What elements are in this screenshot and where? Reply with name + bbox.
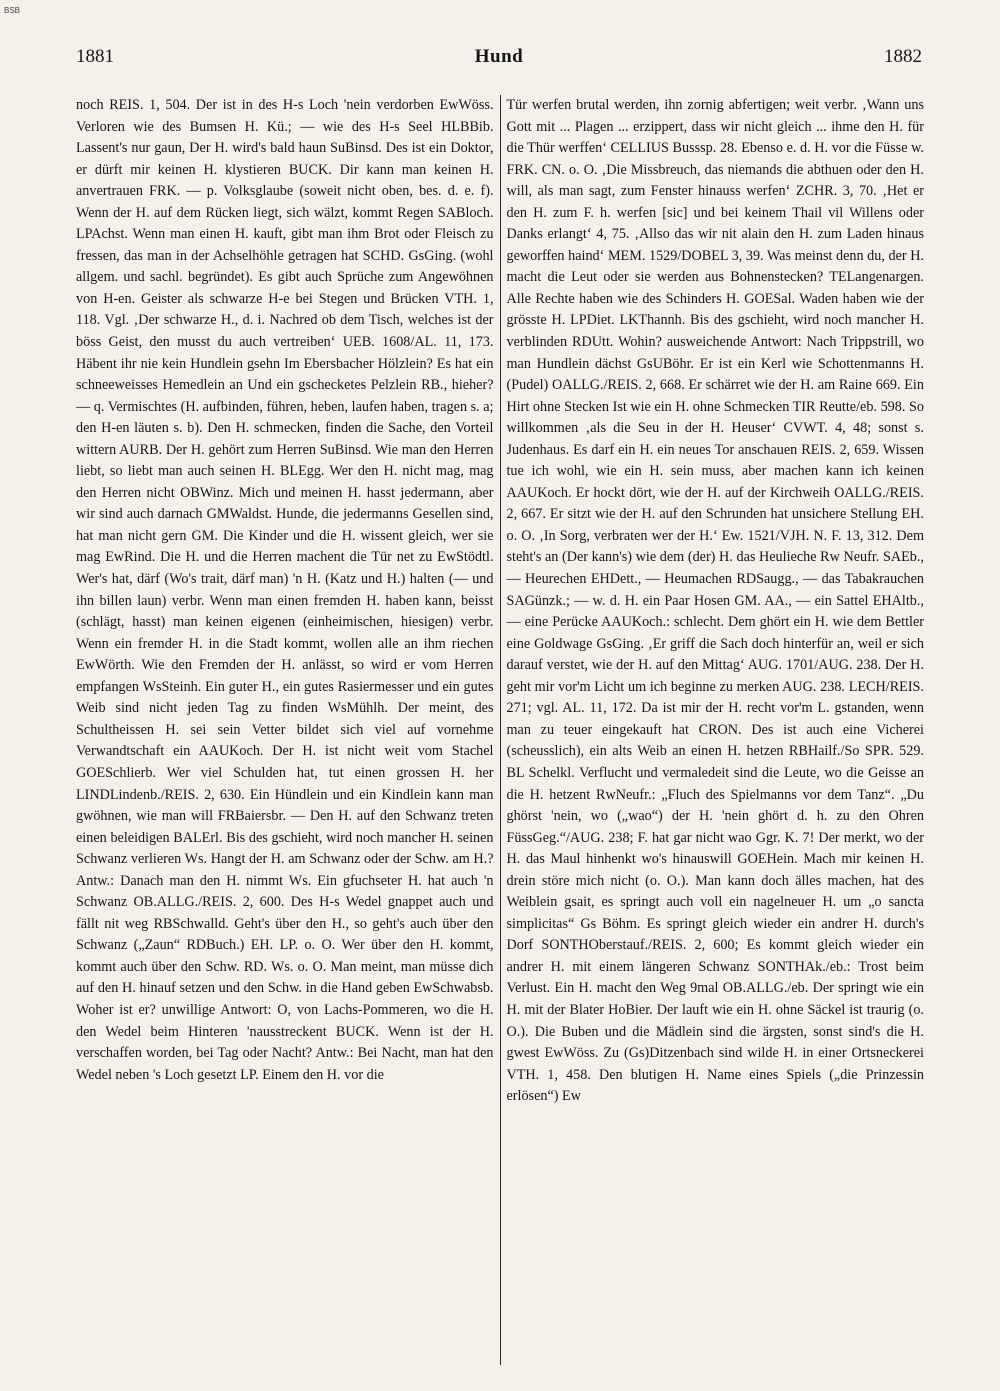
column-right-text: Tür werfen brutal werden, ihn zornig abfertigen; weit verbr. ‚Wann uns Gott mit ... Plagen ... erzippert, dass wir nicht gleich ... ihme den H. für die Thür werffen‘ CELLIUS Busssp. 28. Ebenso e. d. H. vor die Füsse w. FRK. CN. o. O. ‚Die Missbreuch, das niemands die abthuen oder den H. will, als man sagt, zum Fenster hinauss werfen‘ ZCHR. 3, 70. ‚Het er den H. zum F. h. werfen [sic] und bei keinem Thail vil Willens oder Danks erlangt‘ 4, 75. ‚Allso das wir nit alain den H. zum Laden hinaus geworffen haind‘ MEM. 1529/DOBEL 3, 39. Was meinst denn du, der H. macht die Leut oder sie werden aus Bohnenstecken? TELangenargen. Alle Rechte haben wie des Schinders H. GOESal. Waden haben wie der grösste H. LPDiet. LKThannh. Bis des gschieht, wird noch mancher H. verblinden RDUtt. Wohin? ausweichende Antwort: Nach Trippstrill, wo man Hundlein dächst GsUBöhr. Er ist ein Kerl wie Schottenmanns H. (Pudel) OALLG./REIS. 2, 668. Er schärret wie der H. am Raine 669. Ein Hirt ohne Stecken Ist wie ein H. ohne Schmecken TIR Reutte/eb. 598. So willkommen ‚als die Seu in der H. Heuser‘ CVWT. 4, 48; sonst s. Judenhaus. Es darf ein H. ein neues Tor anschauen REIS. 2, 659. Wissen tue ich wohl, wie ein H. sein muss, aber machen kann ich keinen AAUKoch. Er hockt dört, wie der H. auf der Kirchweih OALLG./REIS. 2, 667. Er sitzt wie der H. auf den Schrunden hat unsichere Stellung EH. o. O. ‚In Sorg, verbraten wer der H.‘ Ew. 1521/VJH. N. F. 13, 312. Dem steht's an (Der kann's) wie dem (der) H. das Heulieche Rw Neufr. SAEb., — Heurechen EHDett., — Heumachen RDSaugg., — das Tabakrauchen SAGünzk.; — w. d. H. ein Paar Hosen GM. AA., — ein Sattel EHAltb., — eine Perücke AAUKoch.: schlecht. Dem ghört ein H. wie dem Bettler eine Goldwage GsGing. ‚Er griff die Sach doch hinterfür an, weil er sich darauf verstet, wie der H. auf den Mittag‘ AUG. 1701/AUG. 238. Der H. geht mir vor'm Licht um ich beginne zu merken AUG. 238. LECH/REIS. 271; vgl. AL. 11, 172. Da ist mir der H. recht vor'm L. gstanden, wenn man zu teuer eingekauft hat CRON. Des ist auch eine Vicherei (scheusslich), ein alts Weib an einen H. hetzen RBHailf./So SPR. 529. BL Schelkl. Verflucht und vermaledeit sind die Leute, wo die Geisse an die H. hetzent RwNeufr.: „Fluch des Spielmanns vor dem Tanz“. „Du ghörst 'nein, wo („wao“) der H. 'nein ghört d. h. zu den Ohren FüssGeg.“/AUG. 238; F. hat gar nicht wao Ggr. K. 7! Der merkt, wo der H. das Maul hinhenkt wo's hinauswill GOEHein. Mach mir keinen H. drein störe mich nicht (o. O.). Man kann doch älles machen, hat des Weiblein gsait, es springt auch voll ein nagelneuer H. um „o sancta simplicitas“ Gs Böhm. Es springt gleich wieder ein andrer H. durch's Dorf SONTHOberstauf./REIS. 2, 600; Es kommt gleich wieder ein andrer H. mit einem längeren Schwanz SONTHAk./eb.: Trost beim Verlust. Ein H. macht den Weg 9mal OB.ALLG./eb. Der springt wie ein H. mit der Blater HoBier. Der lauft wie ein H. ohne Säckel ist traurig (o. O.). Die Buben und die Mädlein sind die ärgsten, sonst sind's die H. gwest EwWöss. Zu (Gs)Ditzenbach sind wilde H. in einer Ortsneckerei VTH. 1, 458. Den blutigen H. Name eines Spiels („die Prinzessin erlösen“) Ew — [506, 97, 924, 1105]
text-columns — [76, 95, 924, 1365]
library-stamp: BSB — [4, 6, 21, 15]
page-number-left: 1881 — [76, 46, 114, 67]
column-right — [500, 95, 924, 1365]
column-left-text: noch REIS. 1, 504. Der ist in des H-s Loch 'nein verdorben EwWöss. Verloren wie des Bumsen H. Kü.; — wie des H-s Seel HLBBib. Lassent's nur gaun, Der H. wird's bald haun SuBinsd. Des ist ein Doktor, er dürft mir keinen H. klystieren BUCK. Dir kann man keinen H. anvertrauen FRK. — p. Volksglaube (soweit nicht oben, bes. d. e. f). Wenn der H. auf dem Rücken liegt, sich wälzt, kommt Regen SABloch. LPAchst. Wenn man einen H. kauft, gibt man ihm Brot oder Fleisch zu fressen, das man in der Achselhöhle getragen hat SCHD. GsGing. (wohl allgem. und sachl. begründet). Es gibt auch Sprüche zum Angewöhnen von H-en. Geister als schwarze H-e bei Stegen und Brücken VTH. 1, 118. Vgl. ‚Der schwarze H., d. i. Nachred ob dem Tisch, welches ist der böss Geist, den musst du auch vertreiben‘ UEB. 1608/AL. 11, 173. Häbent ihr nie kein Hundlein gsehn Im Ebersbacher Hölzlein? Es hat ein schneeweisses Hemedlein an Und ein gschecketes Pelzlein RB., hieher? — q. Vermischtes (H. aufbinden, führen, heben, laufen haben, tragen s. a; den H-en läuten s. b). Den H. schmecken, finden die Sache, den Vorteil wittern AURB. Der H. gehört zum Herren SuBinsd. Wie man den Herren liebt, so liebt man auch seinen H. BLEgg. Wer den H. nicht mag, mag den Herren nicht OBWinz. Mich und meinen H. hasst jedermann, aber wir sind auch darnach GMWaldst. Hunde, die jedermanns Gesellen sind, hat man nicht gern GM. Die Kinder und die H. wissent gleich, wer sie mag EwRind. Die H. und die Herren machent die Tür net zu EwStödtl. Wer's hat, därf (Wo's trait, därf man) 'n H. (Katz und H.) halten (— und ihn billen laun) verbr. Wenn man einen fremden H. haben kann, beisst (schlägt, hasst) man keinen eigenen (einheimischen, hiesigen) verbr. Wenn ein fremder H. in die Stadt kommt, wollen alle an ihm riechen EwWörth. Wie den Fremden der H. anlässt, so wird er vom Herren empfangen WsSteinh. Ein guter H., ein gutes Rasiermesser und ein gutes Weib sind nicht jeden Tag zu finden WsMühlh. Der meint, des Schultheissen H. sei sein Vetter bildet sich viel auf vornehme Verwandtschaft ein AAUKoch. Der H. ist nicht weit vom Stachel GOESchlierb. Wer viel Schulden hat, tut einen grossen H. her LINDLindenb./REIS. 2, 630. Ein Hündlein und ein Kindlein kann man gwöhnen, wie man will FRBaiersbr. — Den H. auf den Schwanz treten einen beleidigen BALErl. Bis des gschieht, wird noch mancher H. seinen Schwanz verlieren Ws. Hangt der H. am Schwanz oder der Schw. am H.? Antw.: Danach man den H. nimmt Ws. Ein gfuchseter H. hat auch 'n Schwanz OB.ALLG./REIS. 2, 600. Des H-s Wedel gnappet auch und fällt nit weg RBSchwalld. Geht's über den H., so geht's auch über den Schwanz („Zaun“ RDBuch.) EH. LP. o. O. Wer über den H. kommt, kommt auch über den Schw. RD. Ws. o. O. Man meint, man müsse dich auf den H. hinauf setzen und den Schw. in die Hand geben EwSchwabsb. Woher ist er? unwillige Antwort: O, von Lachs-Pommeren, wo die H. den Wedel beim Hinteren 'nausstreckent BUCK. Wenn ist der H. verschaffen worden, bei Tag oder Nacht? Antw.: Bei Nacht, man hat den Wedel neben 's Loch gesetzt LP. Einem den H. vor die — [76, 97, 494, 1083]
headword-title: Hund — [474, 46, 524, 67]
column-left — [76, 95, 500, 1365]
page-number-right: 1882 — [883, 46, 922, 67]
page-header — [76, 46, 922, 76]
